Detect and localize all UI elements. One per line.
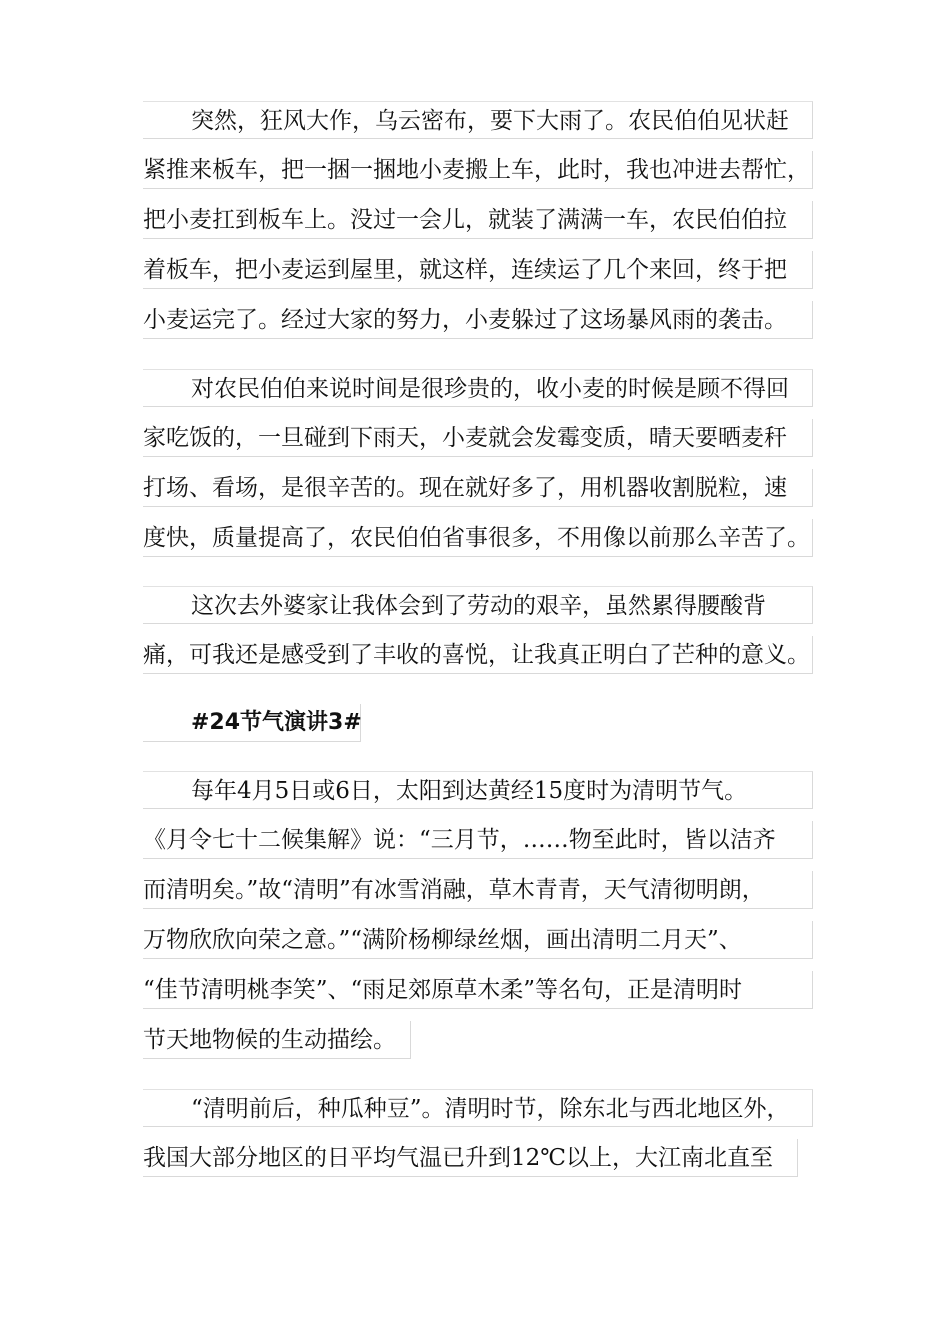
text-line: 突然，狂风大作，乌云密布，要下大雨了。农民伯伯见状赶 bbox=[143, 101, 813, 139]
text-line: 小麦运完了。经过大家的努力，小麦躲过了这场暴风雨的袭击。 bbox=[143, 301, 813, 339]
text-line: “清明前后，种瓜种豆”。清明时节，除东北与西北地区外， bbox=[143, 1089, 813, 1127]
text-line: 我国大部分地区的日平均气温已升到12℃以上，大江南北直至 bbox=[143, 1139, 798, 1177]
text-line: 万物欣欣向荣之意。”“满阶杨柳绿丝烟，画出清明二月天”、 bbox=[143, 921, 813, 959]
text-line: 把小麦扛到板车上。没过一会儿，就装了满满一车，农民伯伯拉 bbox=[143, 201, 813, 239]
text-line: “佳节清明桃李笑”、“雨足郊原草木柔”等名句，正是清明时 bbox=[143, 971, 813, 1009]
text-line: 节天地物候的生动描绘。 bbox=[143, 1021, 411, 1059]
text-line: 打场、看场，是很辛苦的。现在就好多了，用机器收割脱粒，速 bbox=[143, 469, 813, 507]
text-line: 《月令七十二候集解》说：“三月节，……物至此时，皆以洁齐 bbox=[143, 821, 813, 859]
text-line: 紧推来板车，把一捆一捆地小麦搬上车，此时，我也冲进去帮忙， bbox=[143, 151, 813, 189]
section-heading: #24节气演讲3# bbox=[143, 704, 361, 742]
text-line: 家吃饭的，一旦碰到下雨天，小麦就会发霉变质，晴天要晒麦秆 bbox=[143, 419, 813, 457]
text-line: 对农民伯伯来说时间是很珍贵的，收小麦的时候是顾不得回 bbox=[143, 369, 813, 407]
text-line: 这次去外婆家让我体会到了劳动的艰辛，虽然累得腰酸背 bbox=[143, 586, 813, 624]
text-line: 而清明矣。”故“清明”有冰雪消融，草木青青，天气清彻明朗， bbox=[143, 871, 813, 909]
text-line: 痛，可我还是感受到了丰收的喜悦，让我真正明白了芒种的意义。 bbox=[143, 636, 813, 674]
text-line: 着板车，把小麦运到屋里，就这样，连续运了几个来回，终于把 bbox=[143, 251, 813, 289]
text-line: 每年4月5日或6日，太阳到达黄经15度时为清明节气。 bbox=[143, 771, 813, 809]
text-line: 度快，质量提高了，农民伯伯省事很多，不用像以前那么辛苦了。 bbox=[143, 519, 813, 557]
